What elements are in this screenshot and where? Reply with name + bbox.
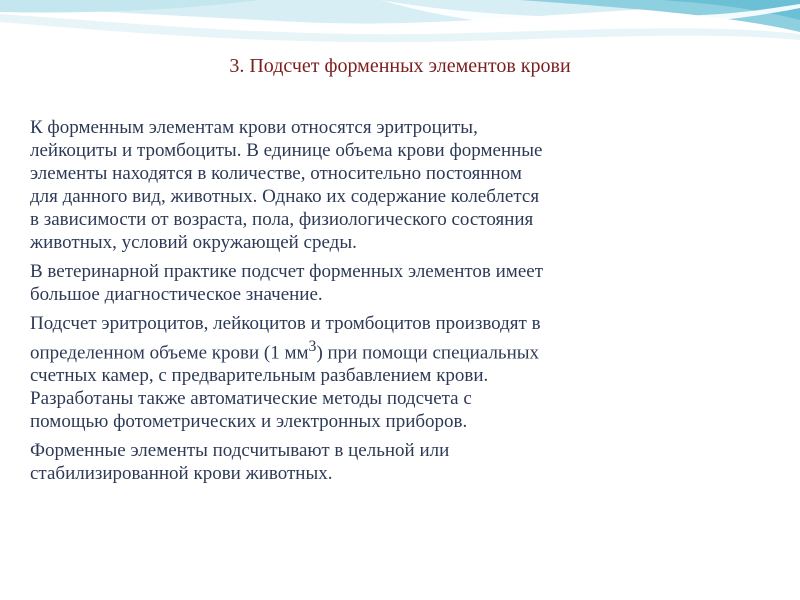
paragraph-line: Форменные элементы подсчитывают в цельной или bbox=[30, 440, 450, 462]
paragraph-line: элементы находятся в количестве, относительно постоянном bbox=[30, 163, 522, 184]
slide-title: 3. Подсчет форменных элементов крови bbox=[229, 55, 571, 77]
slide-body bbox=[30, 116, 770, 491]
paragraph-line: лейкоциты и тромбоциты. В единице объема крови форменные bbox=[30, 140, 543, 161]
superscript-cubed: 3 bbox=[308, 338, 317, 355]
paragraph-line: определенном объеме крови (1 мм bbox=[30, 342, 309, 364]
paragraph-line: счетных камер, с предварительным разбавлением крови. bbox=[30, 365, 489, 387]
paragraph-line: помощью фотометрических и электронных приборов. bbox=[30, 411, 468, 433]
paragraph-3 bbox=[30, 312, 770, 433]
paragraph-line: животных, условий окружающей среды. bbox=[30, 232, 357, 253]
paragraph-line: для данного вид, животных. Однако их содержание колеблется bbox=[30, 186, 540, 207]
paragraph-line: ) при помощи специальных bbox=[316, 342, 540, 364]
paragraph-line: Разработаны также автоматические методы подсчета с bbox=[30, 388, 472, 410]
paragraph-line: в зависимости от возраста, пола, физиологического состояния bbox=[30, 209, 534, 230]
paragraph-line: стабилизированной крови животных. bbox=[30, 463, 333, 485]
paragraph-line: большое диагностическое значение. bbox=[30, 284, 323, 305]
paragraph-2 bbox=[30, 260, 770, 306]
paragraph-1 bbox=[30, 116, 770, 254]
paragraph-line: Подсчет эритроцитов, лейкоцитов и тромбоцитов производят в bbox=[30, 313, 541, 334]
paragraph-4 bbox=[30, 439, 770, 485]
paragraph-line: К форменным элементам крови относятся эритроциты, bbox=[30, 117, 478, 138]
paragraph-line: В ветеринарной практике подсчет форменных элементов имеет bbox=[30, 261, 543, 282]
